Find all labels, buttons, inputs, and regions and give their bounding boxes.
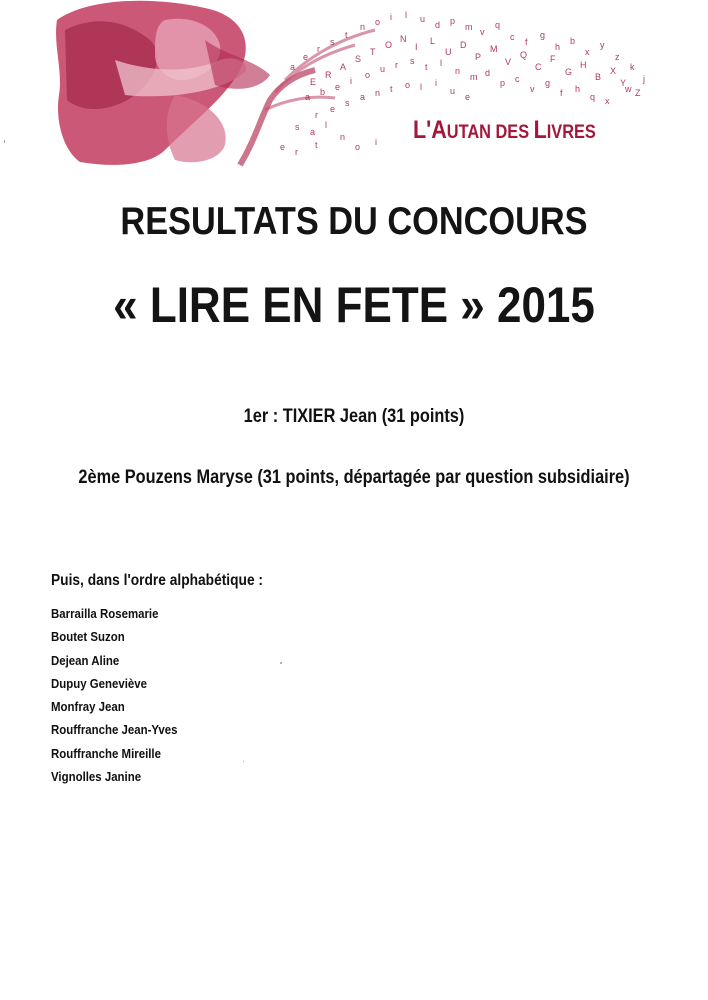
svg-text:B: B <box>595 72 602 82</box>
participant-list <box>51 606 195 792</box>
svg-text:f: f <box>560 88 563 98</box>
svg-text:o: o <box>355 142 361 152</box>
svg-text:d: d <box>435 20 441 30</box>
svg-text:q: q <box>590 92 596 102</box>
contest-name: « LIRE EN FETE » 2015 <box>113 277 595 333</box>
participant-name: Rouffranche Jean-Yves <box>51 722 178 738</box>
svg-text:e: e <box>335 82 341 92</box>
participant-name: Dejean Aline <box>51 652 120 668</box>
svg-text:Z: Z <box>635 88 641 98</box>
svg-text:t: t <box>425 62 428 72</box>
svg-text:v: v <box>480 27 485 37</box>
svg-text:s: s <box>295 122 300 132</box>
svg-text:q: q <box>495 20 501 30</box>
svg-text:t: t <box>315 140 318 150</box>
svg-text:t: t <box>390 84 393 94</box>
page-title: RESULTATS DU CONCOURS <box>120 200 588 243</box>
svg-text:l: l <box>325 120 327 130</box>
svg-text:j: j <box>643 74 645 84</box>
svg-text:l: l <box>420 82 422 92</box>
participant-name: Dupuy Geneviève <box>51 675 148 691</box>
banner-tree-branch <box>265 30 375 110</box>
svg-text:f: f <box>525 37 528 47</box>
svg-text:R: R <box>325 70 332 80</box>
svg-text:C: C <box>535 62 542 72</box>
svg-text:p: p <box>500 78 506 88</box>
svg-text:L: L <box>430 36 436 46</box>
participant-name: Boutet Suzon <box>51 629 125 645</box>
svg-text:T: T <box>370 47 376 57</box>
participant-name: Vignolles Janine <box>51 769 142 785</box>
svg-text:h: h <box>575 84 581 94</box>
svg-text:o: o <box>365 70 371 80</box>
svg-text:l: l <box>405 10 407 20</box>
svg-text:t: t <box>345 30 348 40</box>
svg-text:X: X <box>610 66 617 76</box>
svg-text:i: i <box>350 76 352 86</box>
svg-text:e: e <box>303 52 309 62</box>
svg-text:c: c <box>515 74 520 84</box>
svg-text:a: a <box>310 127 316 137</box>
svg-text:S: S <box>355 54 362 64</box>
svg-text:N: N <box>400 34 407 44</box>
second-place: 2ème Pouzens Maryse (31 points, départagée par question subsidiaire) <box>78 467 630 488</box>
svg-text:r: r <box>395 60 398 70</box>
svg-text:w: w <box>625 84 632 94</box>
svg-text:s: s <box>410 56 415 66</box>
svg-text:x: x <box>585 47 590 57</box>
svg-text:z: z <box>615 52 620 62</box>
svg-text:a: a <box>290 62 296 72</box>
svg-text:M: M <box>490 44 498 54</box>
others-intro: Puis, dans l'ordre alphabétique : <box>51 572 264 589</box>
svg-text:V: V <box>505 57 512 67</box>
svg-text:b: b <box>320 87 326 97</box>
brand-logo-text: L'AUTAN DES LIVRES <box>413 116 596 144</box>
svg-text:i: i <box>435 78 437 88</box>
svg-text:F: F <box>550 54 556 64</box>
svg-text:s: s <box>330 37 335 47</box>
svg-text:H: H <box>580 60 587 70</box>
svg-text:e: e <box>330 104 336 114</box>
svg-text:n: n <box>455 66 461 76</box>
participant-name: Monfray Jean <box>51 699 125 715</box>
svg-text:o: o <box>405 80 411 90</box>
svg-text:Q: Q <box>520 50 528 60</box>
svg-text:P: P <box>475 52 482 62</box>
svg-text:l: l <box>440 58 442 68</box>
svg-text:b: b <box>570 36 576 46</box>
scan-speck <box>280 662 282 664</box>
svg-text:g: g <box>545 78 551 88</box>
svg-text:n: n <box>375 88 381 98</box>
svg-text:s: s <box>345 98 350 108</box>
svg-text:i: i <box>390 12 392 22</box>
svg-text:r: r <box>315 110 318 120</box>
participant-name: Rouffranche Mireille <box>51 745 161 761</box>
svg-text:D: D <box>460 40 467 50</box>
svg-text:n: n <box>340 132 346 142</box>
svg-text:g: g <box>540 30 546 40</box>
svg-text:Y: Y <box>620 78 627 88</box>
svg-text:c: c <box>510 32 515 42</box>
svg-text:v: v <box>530 84 535 94</box>
svg-text:y: y <box>600 40 605 50</box>
svg-text:r: r <box>317 44 320 54</box>
svg-text:u: u <box>380 64 386 74</box>
scan-speck <box>243 761 244 762</box>
svg-text:m: m <box>470 72 478 82</box>
svg-text:A: A <box>340 62 347 72</box>
participant-name: Barrailla Rosemarie <box>51 606 159 621</box>
scan-speck <box>4 140 5 143</box>
svg-text:o: o <box>375 17 381 27</box>
svg-text:U: U <box>445 47 452 57</box>
svg-text:i: i <box>375 137 377 147</box>
banner-figure-cloth <box>167 95 226 162</box>
svg-text:k: k <box>630 62 635 72</box>
svg-text:G: G <box>565 67 573 77</box>
svg-text:O: O <box>385 40 393 50</box>
svg-text:a: a <box>305 92 311 102</box>
svg-text:d: d <box>485 68 491 78</box>
svg-text:n: n <box>360 22 366 32</box>
svg-text:I: I <box>415 42 418 52</box>
svg-text:a: a <box>360 92 366 102</box>
svg-text:u: u <box>450 86 456 96</box>
svg-text:x: x <box>605 96 610 106</box>
svg-text:p: p <box>450 16 456 26</box>
svg-text:m: m <box>465 22 473 32</box>
svg-text:e: e <box>280 142 286 152</box>
svg-text:e: e <box>465 92 471 102</box>
svg-text:h: h <box>555 42 561 52</box>
svg-text:u: u <box>420 14 426 24</box>
svg-text:E: E <box>310 77 317 87</box>
first-place: 1er : TIXIER Jean (31 points) <box>243 406 465 427</box>
svg-text:r: r <box>295 147 298 157</box>
